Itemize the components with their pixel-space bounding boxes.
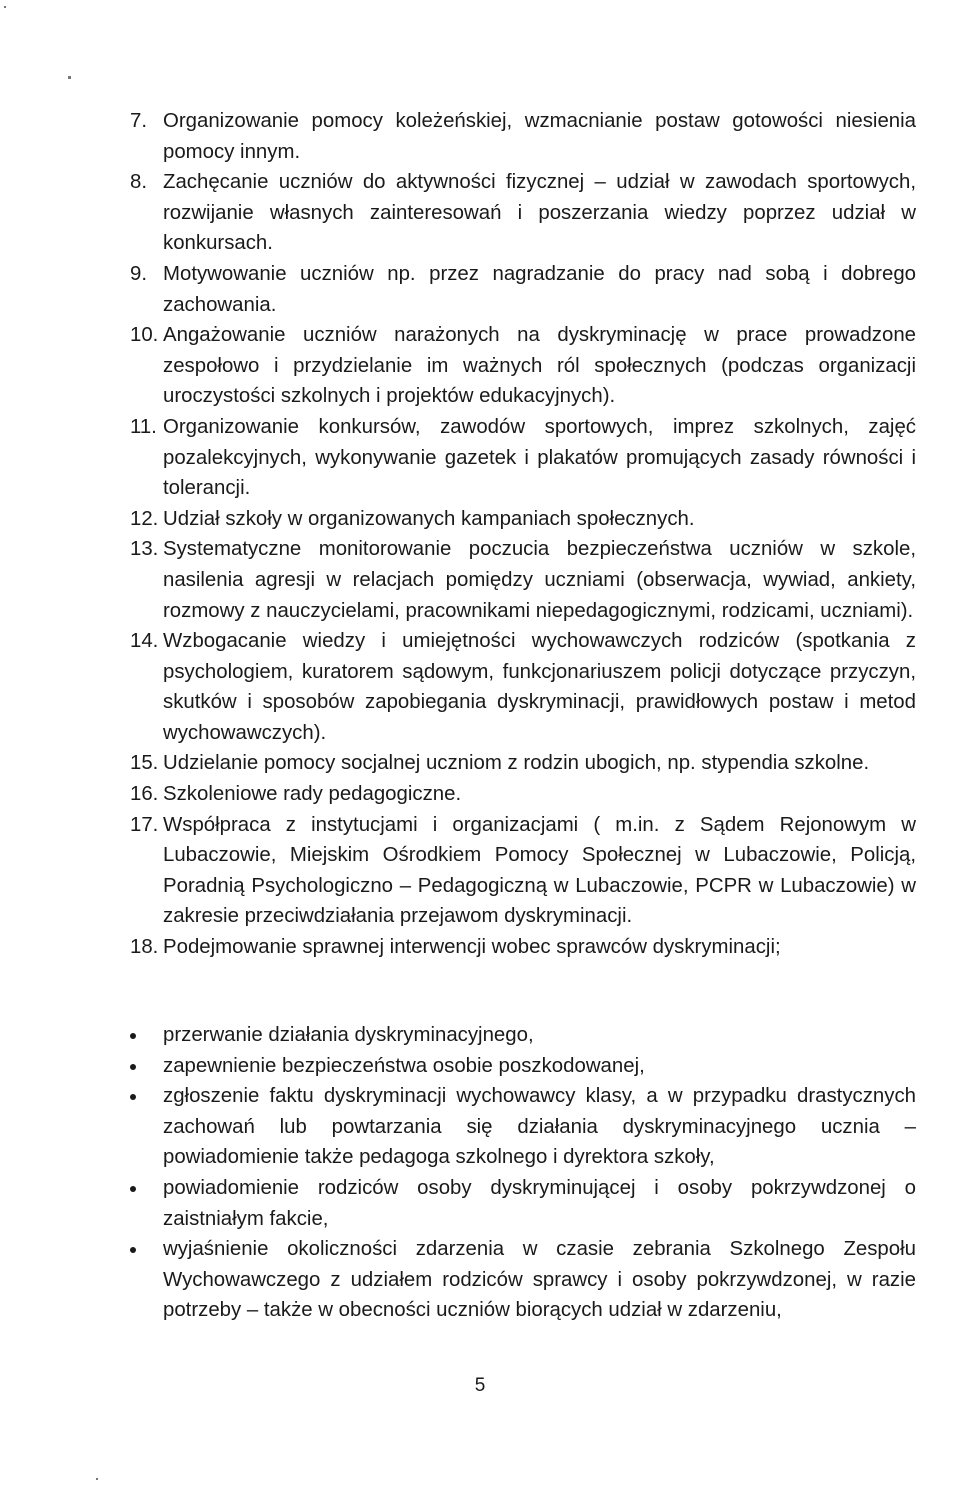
- item-number: 10.: [130, 324, 159, 347]
- bullet-icon: [130, 1247, 136, 1253]
- item-number: 12.: [130, 507, 159, 530]
- item-text: Zachęcanie uczniów do aktywności fizycznej – udział w zawodach sportowych, rozwijanie własnych zainteresowań i poszerzania wiedzy poprzez udział w konkursach.: [163, 171, 916, 255]
- bullet-icon: [130, 1064, 136, 1070]
- item-number: 17.: [130, 813, 159, 836]
- scan-speck: [96, 1478, 98, 1480]
- list-item: [130, 534, 916, 626]
- bullet-text: przerwanie działania dyskryminacyjnego,: [163, 1024, 534, 1046]
- item-number: 15.: [130, 752, 159, 775]
- item-text: Organizowanie pomocy koleżeńskiej, wzmacnianie postaw gotowości niesienia pomocy innym.: [163, 110, 916, 163]
- bullet-icon: [130, 1033, 136, 1039]
- item-number: 13.: [130, 538, 159, 561]
- list-item: [130, 779, 916, 810]
- bullet-item: [130, 1234, 916, 1326]
- scan-speck: [4, 6, 6, 8]
- bullet-list: [130, 1020, 916, 1326]
- bullet-text: wyjaśnienie okoliczności zdarzenia w czasie zebrania Szkolnego Zespołu Wychowawczego z udziałem rodziców sprawcy i osoby pokrzywdzonej, w razie potrzeby – także w obecności uczniów biorących udział w zdarzeniu,: [163, 1238, 916, 1322]
- item-text: Angażowanie uczniów narażonych na dyskryminację w prace prowadzone zespołowo i przydzielanie im ważnych ról społecznych (podczas organizacji uroczystości szkolnych i projektów edukacyjnych).: [163, 324, 916, 408]
- page-number: 5: [474, 1375, 486, 1396]
- item-number: 9.: [130, 262, 148, 285]
- item-text: Systematyczne monitorowanie poczucia bezpieczeństwa uczniów w szkole, nasilenia agresji w relacjach pomiędzy uczniami (obserwacja, wywiad, ankiety, rozmowy z nauczycielami, pracownikami niepedagogicznymi, rodzicami, uczniami).: [163, 538, 916, 622]
- list-item: [130, 259, 916, 320]
- bullet-item: [130, 1081, 916, 1173]
- list-item: [130, 748, 916, 779]
- list-item: [130, 167, 916, 259]
- item-text: Udział szkoły w organizowanych kampaniach społecznych.: [163, 507, 695, 530]
- item-number: 11.: [130, 415, 157, 438]
- item-number: 7.: [130, 110, 148, 132]
- bullet-text: zgłoszenie faktu dyskryminacji wychowawcy klasy, a w przypadku drastycznych zachowań lub powtarzania się działania dyskryminacyjnego ucznia – powiadomienie także pedagoga szkolnego i dyrektora szkoły,: [163, 1085, 916, 1169]
- bullet-item: [130, 1051, 916, 1082]
- item-text: Udzielanie pomocy socjalnej uczniom z rodzin ubogich, np. stypendia szkolne.: [163, 752, 870, 775]
- list-item: [130, 320, 916, 412]
- scan-speck: [68, 76, 71, 79]
- list-item: [130, 626, 916, 748]
- list-item: [130, 106, 916, 167]
- bullet-item: [130, 1173, 916, 1234]
- item-number: 18.: [130, 936, 159, 959]
- item-number: 16.: [130, 783, 159, 806]
- item-number: 8.: [130, 171, 148, 194]
- item-text: Szkoleniowe rady pedagogiczne.: [163, 783, 462, 806]
- list-item: [130, 810, 916, 932]
- list-item: [130, 932, 916, 963]
- item-text: Podejmowanie sprawnej interwencji wobec sprawców dyskryminacji;: [163, 936, 781, 959]
- bullet-text: powiadomienie rodziców osoby dyskryminującej i osoby pokrzywdzonej o zaistniałym fakcie,: [163, 1176, 916, 1230]
- item-text: Wzbogacanie wiedzy i umiejętności wychowawczych rodziców (spotkania z psychologiem, kuratorem sądowym, funkcjonariuszem policji dotyczące przyczyn, skutków i sposobów zapobiegania dyskryminacji, prawidłowych postaw i metod wychowawczych).: [163, 630, 916, 744]
- list-item: [130, 504, 916, 535]
- list-item: [130, 412, 916, 504]
- bullet-icon: [130, 1186, 136, 1192]
- bullet-item: [130, 1020, 916, 1051]
- bullet-text: zapewnienie bezpieczeństwa osobie poszkodowanej,: [163, 1054, 645, 1077]
- numbered-list: [130, 106, 916, 963]
- item-text: Współpraca z instytucjami i organizacjami ( m.in. z Sądem Rejonowym w Lubaczowie, Miejskim Ośrodkiem Pomocy Społecznej w Lubaczowie, Policją, Poradnią Psychologiczno – Pedagogiczną w Lubaczowie, PCPR w Lubaczowie) w zakresie przeciwdziałania przejawom dyskryminacji.: [163, 813, 916, 928]
- item-text: Organizowanie konkursów, zawodów sportowych, imprez szkolnych, zajęć pozalekcyjnych, wykonywanie gazetek i plakatów promujących zasady równości i tolerancji.: [163, 415, 916, 500]
- bullet-icon: [130, 1094, 136, 1100]
- item-text: Motywowanie uczniów np. przez nagradzanie do pracy nad sobą i dobrego zachowania.: [163, 262, 916, 316]
- item-number: 14.: [130, 630, 159, 653]
